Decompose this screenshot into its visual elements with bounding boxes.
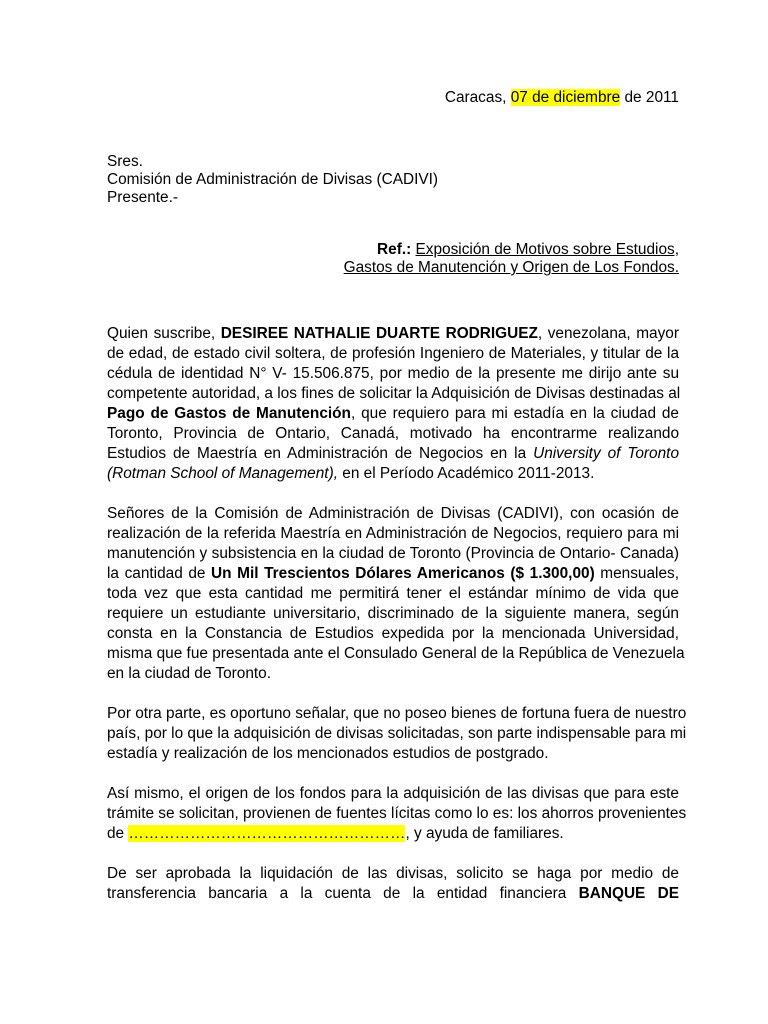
p3-line-2: país, por lo que la adquisición de divisas solicitadas, son parte indispensable para mi xyxy=(107,725,687,742)
blank-field-highlight: ……………………………………………… xyxy=(128,825,406,842)
ref-line-1 xyxy=(377,240,679,260)
p4-line-3 xyxy=(107,824,679,844)
ref-label: Ref.: xyxy=(377,241,412,258)
recipient-line-1: Sres. xyxy=(107,153,143,170)
p2-line-4 xyxy=(107,564,679,584)
amount-bold: Un Mil Trescientos Dólares Americanos ($ 1.300,00) xyxy=(211,565,595,582)
p2-line-9: en la ciudad de Toronto. xyxy=(107,665,272,682)
p2-line-6: requiere un estudiante universitario, discriminado de la siguiente manera, según xyxy=(107,605,679,622)
p2-line-3: manutención y subsistencia en la ciudad de Toronto (Provincia de Ontario- Canada) xyxy=(107,545,679,562)
ref-subject-2: Gastos de Manutención y Origen de Los Fondos. xyxy=(343,259,679,276)
p2-text: la cantidad de xyxy=(107,565,212,582)
p1-line-6: Toronto, Provincia de Ontario, Canadá, motivado ha encontrarme realizando xyxy=(107,425,679,442)
p1-line-8 xyxy=(107,464,679,484)
date-city: Caracas, xyxy=(444,89,511,106)
p2-text: mensuales, xyxy=(594,565,679,582)
p1-line-2: de edad, de estado civil soltera, de profesión Ingeniero de Materiales, y titular de la xyxy=(107,345,679,362)
recipient-line-3: Presente.- xyxy=(107,189,179,206)
p4-text: de xyxy=(107,825,129,842)
p5-text: transferencia bancaria a la cuenta de la entidad financiera xyxy=(107,885,579,902)
p1-line-3: cédula de identidad N° V- 15.506.875, por medio de la presente me dirijo ante su xyxy=(107,365,679,382)
p1-line-1 xyxy=(107,324,679,344)
p2-line-8: misma que fue presentada ante el Consulado General de la República de Venezuela xyxy=(107,645,685,662)
ref-subject-1: Exposición de Motivos sobre Estudios, xyxy=(415,241,679,258)
recipient-line-2: Comisión de Administración de Divisas (CADIVI) xyxy=(107,171,439,188)
p4-line-2: trámite se solicitan, provienen de fuentes lícitas como lo es: los ahorros provenientes xyxy=(107,805,687,822)
signatory-name: DESIREE NATHALIE DUARTE RODRIGUEZ xyxy=(220,325,538,342)
p3-line-3: estadía y realización de los mencionados estudios de postgrado. xyxy=(107,745,549,762)
p1-text: , que requiero para mi estadía en la ciudad de xyxy=(350,405,679,422)
p1-text: en el Período Académico 2011-2013. xyxy=(337,465,595,482)
date-line xyxy=(445,88,679,108)
p4-line-1: Así mismo, el origen de los fondos para la adquisición de las divisas que para este xyxy=(107,785,679,802)
p2-line-2: realización de la referida Maestría en Administración de Negocios, requiero para mi xyxy=(107,525,679,542)
p1-text: , venezolana, mayor xyxy=(537,325,679,342)
p4-text: , y ayuda de familiares. xyxy=(405,825,564,842)
p3-line-1: Por otra parte, es oportuno señalar, que no poseo bienes de fortuna fuera de nuestro xyxy=(107,705,687,722)
p2-line-5: toda vez que esta cantidad me permitirá tener el estándar mínimo de vida que xyxy=(107,585,679,602)
p1-text: Quien suscribe, xyxy=(107,325,221,342)
ref-line-2 xyxy=(344,258,679,278)
school-name: (Rotman School of Management), xyxy=(107,465,338,482)
p1-text: Estudios de Maestría en Administración de Negocios en la xyxy=(107,445,534,462)
p5-line-1: De ser aprobada la liquidación de las divisas, solicito se haga por medio de xyxy=(107,865,679,882)
date-year: de 2011 xyxy=(620,89,679,106)
p1-line-4: competente autoridad, a los fines de solicitar la Adquisición de Divisas destinadas al xyxy=(107,385,681,402)
p2-line-7: consta en la Constancia de Estudios expedida por la mencionada Universidad, xyxy=(107,625,679,642)
date-highlight: 07 de diciembre xyxy=(510,89,621,106)
bank-name: BANQUE DE xyxy=(578,885,679,902)
purpose-bold: Pago de Gastos de Manutención xyxy=(107,405,351,422)
p2-line-1: Señores de la Comisión de Administración de Divisas (CADIVI), con ocasión de xyxy=(107,505,679,522)
p1-line-7 xyxy=(107,444,679,464)
p1-line-5 xyxy=(107,404,679,424)
university-name: University of Toronto xyxy=(533,445,680,462)
p5-line-2 xyxy=(107,884,679,904)
